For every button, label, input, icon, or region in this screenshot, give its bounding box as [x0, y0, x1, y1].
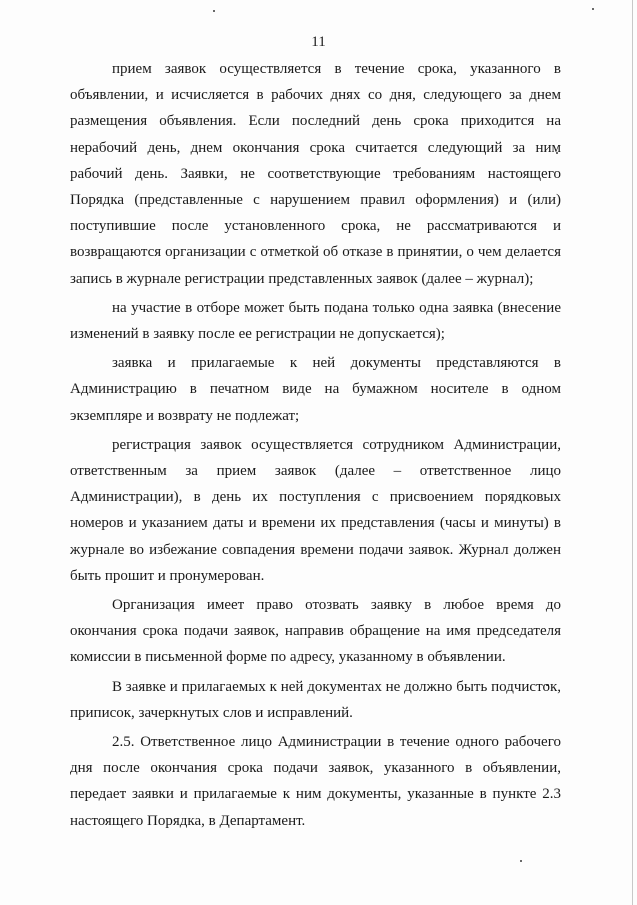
scan-edge-line — [632, 0, 633, 905]
paragraph-paper-submission: заявка и прилагаемые к ней документы представляются в Администрацию в печатном виде на бумажном носителе в одном экземпляре и возврату не подлежат; — [70, 355, 561, 424]
scan-speck — [520, 860, 522, 862]
paragraph-section-2-5: 2.5. Ответственное лицо Администрации в течение одного рабочего дня после окончания срока подачи заявок, указанного в объявлении, передает заявки и прилагаемые к ним документы, указанные в пункте 2.3 настоящего Порядка, в Департамент. — [70, 734, 561, 829]
paragraph-withdrawal: Организация имеет право отозвать заявку в любое время до окончания срока подачи заявок, направив обращение на имя председателя комиссии в письменной форме по адресу, указанному в объявлении. — [70, 597, 561, 666]
paragraph-no-corrections: В заявке и прилагаемых к ней документах не должно быть подчисток, приписок, зачеркнутых слов и исправлений. — [70, 678, 561, 721]
paragraph-single-application: на участие в отборе может быть подана только одна заявка (внесение изменений в заявку после ее регистрации не допускается); — [70, 299, 561, 343]
document-body — [70, 56, 561, 834]
page-number: 11 — [311, 34, 326, 50]
scan-speck — [592, 8, 594, 10]
paragraph-registration: регистрация заявок осуществляется сотрудником Администрации, ответственным за прием заявок (далее – ответственное лицо Администрации), в день их поступления с присвоением порядковых номеров и указанием даты и времени их представления (часы и минуты) в журнале во избежание совпадения времени подачи заявок. Журнал должен быть прошит и пронумерован. — [70, 436, 561, 584]
paragraph-application-acceptance: прием заявок осуществляется в течение срока, указанного в объявлении, и исчисляется в рабочих днях со дня, следующего за днем размещения объявления. Если последний день срока приходится на нерабочий день, днем окончания срока считается следующий за ним рабочий день. Заявки, не соответствующие требованиям настоящего Порядка (представленные с нарушением правил оформления) и (или) поступившие после установленного срока, не рассматриваются и возвращаются организации с отметкой об отказе в принятии, о чем делается запись в журнале регистрации представленных заявок (далее – журнал); — [70, 61, 561, 287]
scan-speck — [213, 10, 215, 12]
